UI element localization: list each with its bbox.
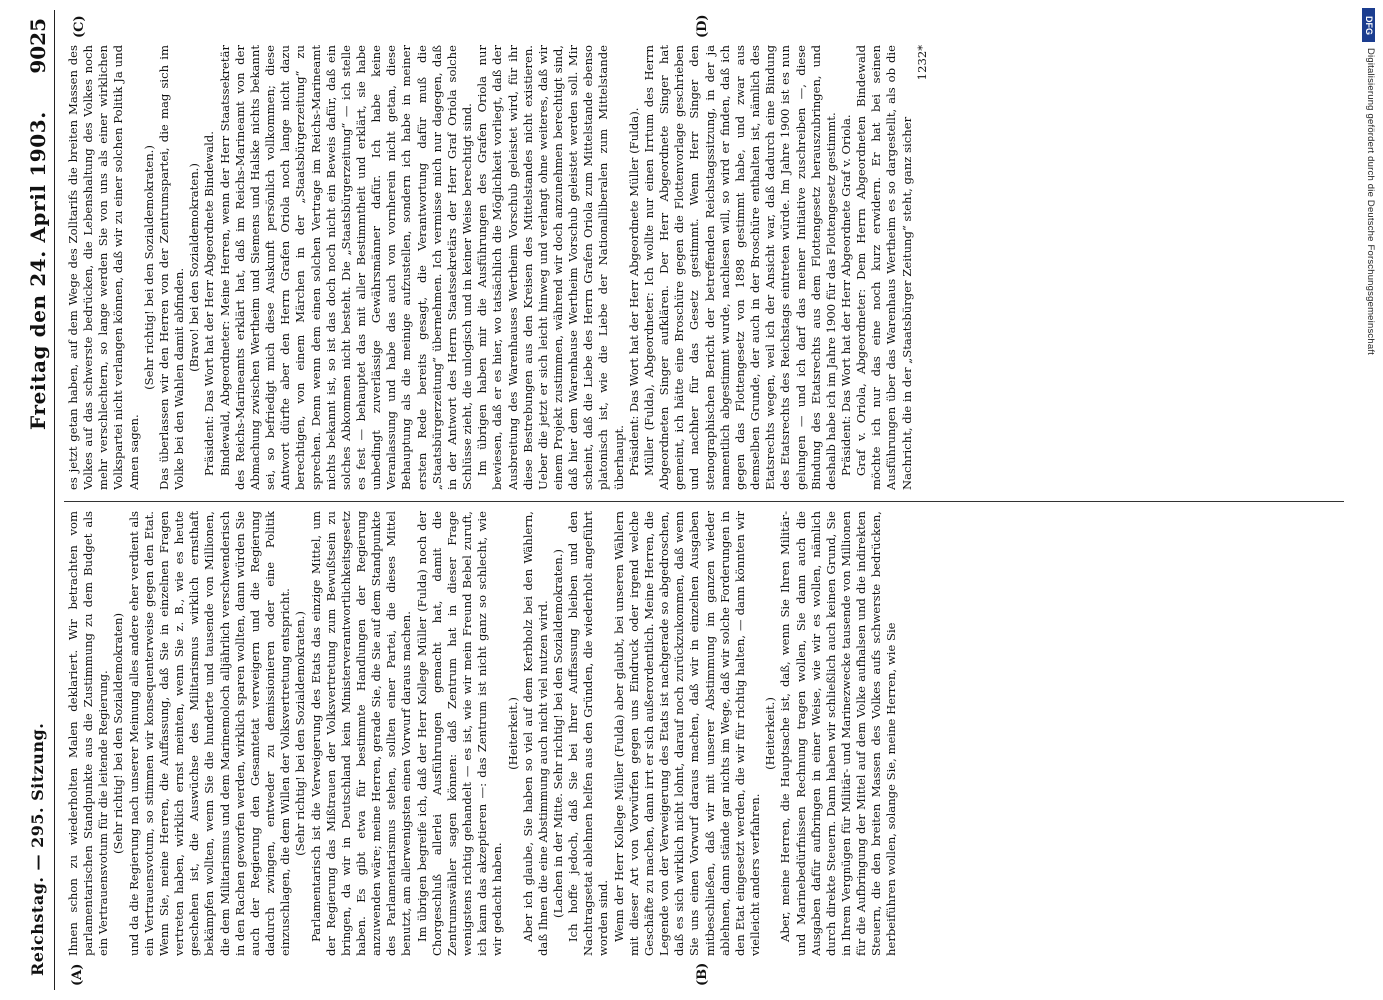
- paragraph: es jetzt getan haben, auf dem Wege des Zolltarifs die breiten Massen des Volkes auf das schwerste bedrücken, die Lebenshaltung des Volkes noch mehr verschlechtern, so lange werden Sie von uns als einer wirklichen Volkspartei nicht verlangen können, daß wir zu einer solchen Politik Ja und Amen sagen.: [66, 45, 141, 490]
- paragraph: Das überlassen wir den Herren von der Zentrumspartei, die mag sich im Volke bei den Wahlen damit abfinden.: [156, 45, 187, 490]
- margin-mark-b: (B): [695, 962, 710, 986]
- paragraph: Parlamentarisch ist die Verweigerung des Etats das einzige Mittel, um der Regierung das Mißtrauen der Volksvertretung zum Bewußtsein zu bringen, da wir in Deutschland kein Ministerverantwortlichkeitsgesetz haben. Es gibt etwa für bestimmte Handlungen der Regierung anzuwenden wäre; meine Herren, gerade Sie, die Sie auf dem Standpunkte des Parlamentarismus stehen, sollten einer Partei, die dieses Mittel benutzt, am allerwenigsten einen Vorwurf daraus machen.: [308, 511, 414, 956]
- text-column-right: [66, 45, 1336, 490]
- paragraph: Im übrigen begreife ich, daß der Herr Kollege Müller (Fulda) noch der Chorgeschluß allerlei Ausführungen gemacht hat, damit die Zentrumswähler sagen können: daß Zentrum hat in dieser Frage wenigstens richtig gehandelt — es ist, wie wir mein Freund Bebel zuruft, ich kann das akzeptieren —: das Zentrum ist nicht ganz so schlecht, wie wir gedacht haben.: [414, 511, 505, 956]
- interjection: (Sehr richtig! bei den Sozialdemokraten.): [141, 145, 156, 390]
- header-date: Freitag den 24. April 1903.: [26, 111, 50, 430]
- interjection: (Heiterkeit.): [505, 697, 520, 770]
- margin-mark-d: (D): [695, 14, 710, 38]
- paragraph: Aber ich glaube, Sie haben so viel auf dem Kerbholz bei den Wählern, daß Ihnen die eine Abstimmung auch nicht viel nutzen wird.: [520, 511, 550, 956]
- paragraph: Im übrigen haben mir die Ausführungen des Grafen Oriola nur bewiesen, daß er es hier, wo tatsächlich die Möglichkeit vorliegt, daß der Ausbreitung des Warenhauses Wertheim Vorschub geleistet wird, für ihr diese Bestrebungen aus den Kreisen des Mittelstandes nicht existieren. Ueber die jetzt er sich leicht hinweg und verlangt ohne weiteres, daß wir einem Projekt zustimmen, während wir doch anzunehmen berechtigt sind, daß hier dem Warenhause Wertheim Vorschub geleistet werden soll. Mir scheint, daß die Liebe des Herrn Grafen Oriola zum Mittelstande ebenso platonisch ist, wie die Liebe der Nationalliberalen zum Mittelstande überhaupt.: [475, 45, 626, 490]
- dfg-logo: DFG: [1362, 8, 1375, 42]
- text-column-left: [66, 511, 1336, 956]
- column-divider: [64, 501, 1344, 502]
- page-number: 9025: [26, 18, 50, 74]
- interjection: (Bravo! bei den Sozialdemokraten.): [187, 163, 202, 372]
- document-page: [20, 10, 1355, 990]
- paragraph: Ihnen schon zu wiederholten Malen deklariert. Wir betrachten vom parlamentarischen Standpunkte aus die Zustimmung zu dem Budget als ein Vertrauensvotum für die leitende Regierung.: [66, 511, 111, 956]
- paragraph: Präsident: Das Wort hat der Herr Abgeordnete Müller (Fulda).: [626, 107, 641, 476]
- paragraph: Bindewald, Abgeordneter: Meine Herren, wenn der Herr Staatssekretär des Reichs-Marineamts erklärt hat, daß im Reichs-Marineamt von der Abmachung zwischen Wertheim und Siemens und Halske nichts bekannt sei, so befriedigt mich diese Auskunft persönlich vollkommen; diese Antwort dürfte aber den Herrn Grafen Oriola noch lange nicht dazu berechtigen, von einem Märchen in der „Staatsbürgerzeitung“ zu sprechen. Denn wenn dem einen solchen Vertrage im Reichs-Marineamt nichts bekannt ist, so ist das doch noch nicht ein Beweis dafür, daß ein solches Abkommen nicht besteht. Die „Staatsbürgerzeitung“ — ich stelle es fest — behauptet das mit aller Bestimmtheit und erklärt, sie habe unbedingt zuverlässige Gewährsmänner dafür. Ich habe keine Veranlassung und habe das auch von vornherein nicht getan, diese Behauptung als die meinige aufzustellen, sondern ich habe in meiner ersten Rede bereits gesagt, die Verantwortung dafür muß die „Staatsbürgerzeitung“ übernehmen. Ich vermisse mich nur dagegen, daß in der Antwort des Herrn Staatssekretärs der Herr Graf Oriola solche Schlüsse zieht, die unlogisch und in keiner Weise berechtigt sind.: [217, 45, 475, 490]
- footer-mark: 1232*: [914, 45, 929, 81]
- margin-mark-c: (C): [72, 15, 87, 38]
- page-header: [20, 10, 55, 990]
- digitization-note: [1362, 8, 1376, 718]
- header-session: Reichstag. — 295. Sitzung.: [28, 722, 47, 976]
- paragraph: Ich hoffe jedoch, daß Sie bei Ihrer Auffassung bleiben und den Nachtragsetat ablehnen helfen aus den Gründen, die wiederholt angeführt worden sind.: [566, 511, 611, 956]
- paragraph: Müller (Fulda), Abgeordneter: Ich wollte nur einen Irrtum des Herrn Abgeordneten Singer aufklären. Der Herr Abgeordnete Singer hat gemeint, ich hätte eine Broschüre gegen die Flottenvorlage geschrieben und nachher für das Gesetz gestimmt. Wenn Herr Singer den stenographischen Bericht der betreffenden Reichstagssitzung, in der ja namentlich abgestimmt wurde, nachlesen will, so wird er finden, daß ich gegen das Flottengesetz von 1898 gestimmt habe, und zwar aus demselben Grunde, der auch in der Broschüre enthalten ist, nämlich des Etatsrechts wegen, weil ich der Ansicht war, daß dadurch eine Bindung des Etatsrechts des Reichstags eintreten würde. Im Jahre 1900 ist es nun gelungen — und ich darf das meiner Initiative zuschreiben —, diese Bindung des Etatsrechts aus dem Flottengesetz herauszubringen, und deshalb habe ich im Jahre 1900 für das Flottengesetz gestimmt.: [641, 45, 838, 490]
- paragraph: Präsident: Das Wort hat der Herr Abgeordnete Bindewald.: [202, 131, 217, 476]
- paragraph: Wenn der Herr Kollege Müller (Fulda) aber glaubt, bei unseren Wählern mit dieser Art von Vorwürfen gegen uns Eindruck oder irgend welche Geschäfte zu machen, dann irrt er sich außerordentlich. Meine Herren, die Legende von der Verweigerung des Etats ist nachgerade so abgedroschen, daß es sich wirklich nicht lohnt, darauf noch zurückzukommen, daß wenn Sie uns einen Vorwurf daraus machen, daß wir in einzelnen Ausgaben mitbeschließen, daß wir mit unserer Abstimmung im ganzen wieder ablehnen, dann stände gar nichts im Wege, daß wir solche Forderungen in den Etat eingesetzt werden, die wir für richtig halten, — dann könnten wir vielleicht anders verfahren.: [611, 511, 763, 956]
- interjection: (Heiterkeit.): [763, 697, 778, 770]
- paragraph: Graf v. Oriola, Abgeordneter: Dem Herrn Abgeordneten Bindewald möchte ich nur das eine noch kurz erwidern. Er hat bei seinen Ausführungen über das Warenhaus Wertheim es so dargestellt, als ob die Nachricht, die in der „Staatsbürger Zeitung“ steht, ganz sicher: [854, 45, 914, 490]
- paragraph: und da die Regierung nach unserer Meinung alles andere eher verdient als ein Vertrauensvotum, so stimmen wir konsequenterweise gegen den Etat. Wenn Sie, meine Herren, die Auffassung, daß Sie in einzelnen Fragen vertreten haben, wirklich ernst meinten, wenn Sie z. B., wie es heute geschehen ist, die Auswüchse des Militarismus wirklich ernsthaft bekämpfen wollten, wenn Sie die hunderte und tausende von Millionen, die dem Militarismus und dem Marinemoloch alljährlich verschwenderisch in den Rachen geworfen werden, wirklich sparen wollten, dann würden Sie auch der Regierung den Gesamtetat verweigern und die Regierung dadurch zwingen, entweder zu demissionieren oder eine Politik einzuschlagen, die dem Willen der Volksvertretung entspricht.: [126, 511, 293, 956]
- digitization-note-text: Digitalisierung gefördert durch die Deutsche Forschungsgemeinschaft: [1365, 48, 1376, 355]
- paragraph: Aber, meine Herren, die Hauptsache ist, daß, wenn Sie Ihren Militär- und Marinebedürfnissen Rechnung tragen wollen, Sie dann auch die Ausgaben dafür aufbringen in einer Weise, wie wir es wollen, nämlich durch direkte Steuern. Dann haben wir schließlich auch keinen Grund, Sie in Ihrem Vergnügen für Militär- und Marinezwecke tausende von Millionen für die Aufbringung der Mittel auf dem Volke aufhalsen und die indirekten Steuern, die den breiten Massen des Volkes aufs schwerste bedrücken, herbeiführen wollen, solange Sie, meine Herren, wie Sie: [778, 511, 899, 956]
- interjection: (Sehr richtig! bei den Sozialdemokraten): [111, 612, 126, 855]
- interjection: (Sehr richtig! bei den Sozialdemokraten.): [293, 611, 308, 856]
- margin-mark-a: (A): [70, 963, 85, 986]
- interjection: (Lachen in der Mitte. Sehr richtig! bei den Sozialdemokraten.): [551, 549, 565, 918]
- paragraph: Präsident: Das Wort hat der Herr Abgeordnete Graf v. Oriola.: [838, 114, 853, 476]
